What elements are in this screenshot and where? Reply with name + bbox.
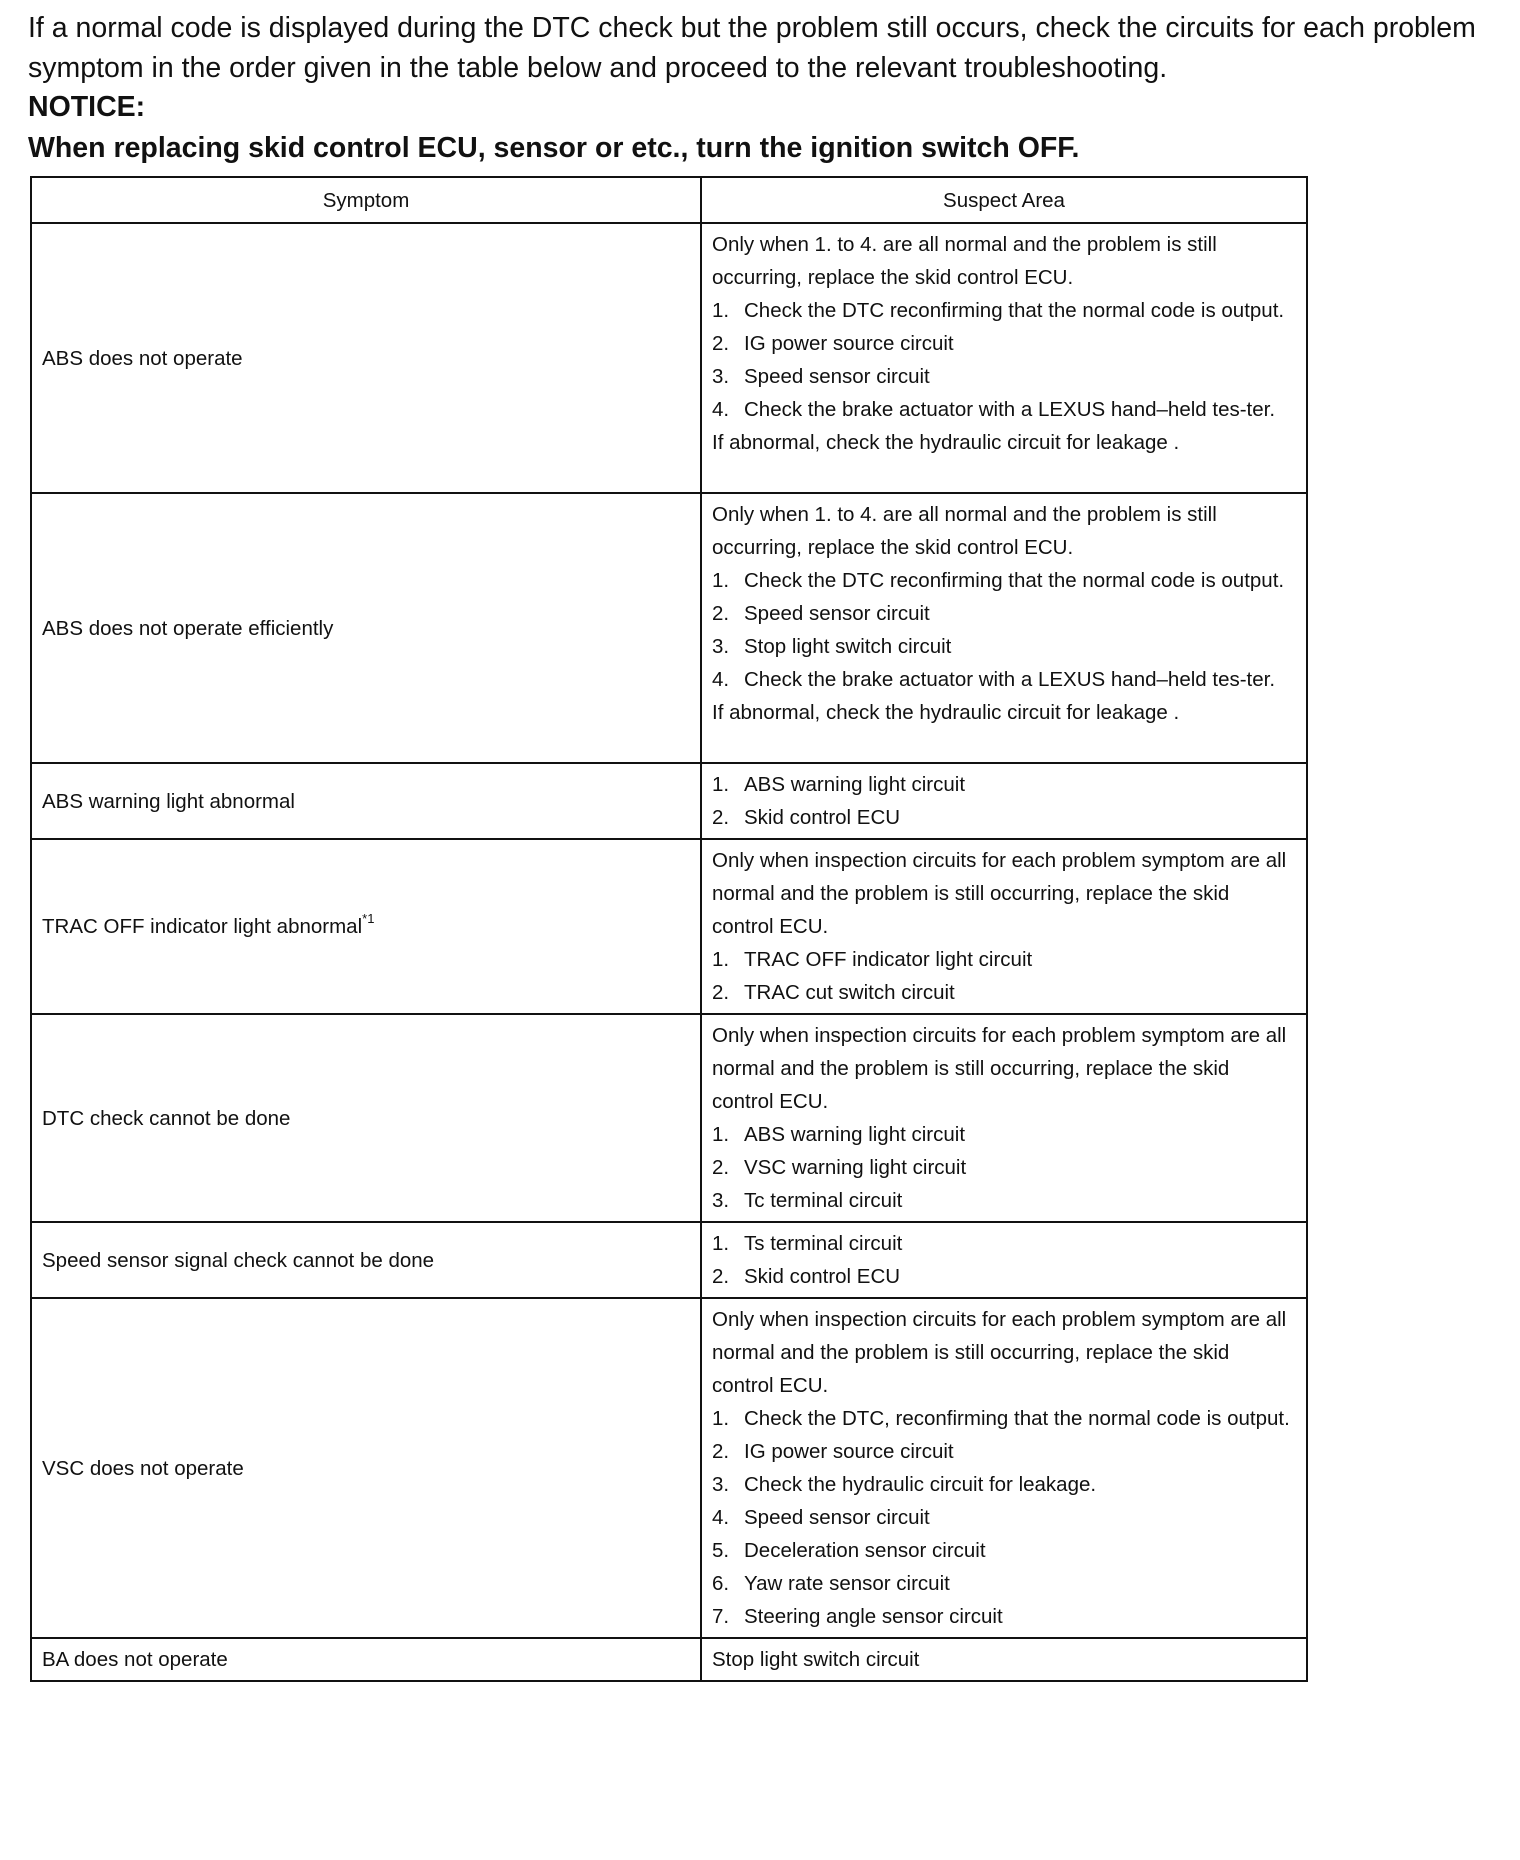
item-number: 4.	[712, 1506, 730, 1529]
item-number: 2.	[712, 332, 730, 355]
symptom-cell	[31, 223, 701, 493]
suspect-area-cell	[701, 1222, 1307, 1298]
item-number: 2.	[712, 1265, 730, 1288]
item-number: 2.	[712, 1156, 730, 1179]
symptom-cell	[31, 1638, 701, 1681]
item-text: ABS warning light circuit	[744, 773, 966, 796]
item-text: TRAC cut switch circuit	[744, 981, 955, 1004]
suspect-intro: Only when inspection circuits for each problem symptom are all normal and the problem is still occurring, replace the skid control ECU.	[712, 1308, 1287, 1397]
symptom-column-header: Symptom	[31, 177, 701, 223]
list-item	[712, 663, 1296, 696]
item-number: 3.	[712, 635, 730, 658]
list-item	[712, 1227, 1296, 1260]
item-text: Steering angle sensor circuit	[744, 1605, 1003, 1628]
item-number: 1.	[712, 1232, 730, 1255]
symptom-cell	[31, 1222, 701, 1298]
item-number: 1.	[712, 773, 730, 796]
symptom-text: TRAC OFF indicator light abnormal	[42, 915, 363, 938]
suspect-area-cell	[701, 763, 1307, 839]
item-number: 3.	[712, 1473, 730, 1496]
item-text: Stop light switch circuit	[744, 635, 952, 658]
item-number: 3.	[712, 365, 730, 388]
item-text: TRAC OFF indicator light circuit	[744, 948, 1033, 971]
item-number: 2.	[712, 806, 730, 829]
table-row	[31, 1298, 1307, 1638]
item-text: Check the DTC, reconfirming that the normal code is output.	[744, 1407, 1290, 1430]
item-number: 1.	[712, 1407, 730, 1430]
symptom-text: VSC does not operate	[42, 1456, 244, 1480]
suspect-area-cell	[701, 839, 1307, 1014]
item-number: 7.	[712, 1605, 730, 1628]
list-item	[712, 1501, 1296, 1534]
item-text: Speed sensor circuit	[744, 1506, 930, 1529]
list-item	[712, 393, 1296, 426]
list-item	[712, 1260, 1296, 1293]
symptom-cell	[31, 1014, 701, 1222]
list-item	[712, 801, 1296, 834]
symptom-text: ABS does not operate efficiently	[42, 616, 334, 640]
suspect-intro: Only when 1. to 4. are all normal and the problem is still occurring, replace the skid control ECU.	[712, 233, 1217, 289]
symptom-cell	[31, 763, 701, 839]
list-item	[712, 1468, 1296, 1501]
list-item	[712, 1151, 1296, 1184]
list-item	[712, 976, 1296, 1009]
suspect-area-cell	[701, 223, 1307, 493]
item-text: Check the hydraulic circuit for leakage.	[744, 1473, 1097, 1496]
item-text: Skid control ECU	[744, 1265, 901, 1288]
suspect-area-cell	[701, 1638, 1307, 1681]
list-item	[712, 360, 1296, 393]
item-text: Ts terminal circuit	[744, 1232, 903, 1255]
suspect-intro: Only when inspection circuits for each problem symptom are all normal and the problem is still occurring, replace the skid control ECU.	[712, 1024, 1287, 1113]
suspect-area-column-header: Suspect Area	[701, 177, 1307, 223]
item-text: ABS warning light circuit	[744, 1123, 966, 1146]
symptom-cell	[31, 1298, 701, 1638]
list-item	[712, 1567, 1296, 1600]
table-row	[31, 493, 1307, 763]
table-header-row	[31, 177, 1307, 223]
suspect-intro: Stop light switch circuit	[712, 1648, 920, 1671]
item-text: Yaw rate sensor circuit	[744, 1572, 950, 1595]
suspect-intro: Only when inspection circuits for each problem symptom are all normal and the problem is still occurring, replace the skid control ECU.	[712, 849, 1287, 938]
list-item	[712, 1184, 1296, 1217]
suspect-outro: If abnormal, check the hydraulic circuit for leakage .	[712, 431, 1180, 454]
item-text: VSC warning light circuit	[744, 1156, 967, 1179]
suspect-area-cell	[701, 1298, 1307, 1638]
table-row	[31, 839, 1307, 1014]
item-text: Check the DTC reconfirming that the normal code is output.	[744, 569, 1285, 592]
item-number: 1.	[712, 1123, 730, 1146]
table-row	[31, 1222, 1307, 1298]
symptom-text: BA does not operate	[42, 1648, 228, 1671]
list-item	[712, 294, 1296, 327]
item-number: 1.	[712, 299, 730, 322]
list-item	[712, 327, 1296, 360]
list-item	[712, 1435, 1296, 1468]
item-text: Check the brake actuator with a LEXUS hand–held tes-ter.	[744, 668, 1276, 691]
item-number: 1.	[712, 569, 730, 592]
suspect-area-cell	[701, 493, 1307, 763]
notice-text: When replacing skid control ECU, sensor or etc., turn the ignition switch OFF.	[28, 132, 1080, 164]
item-text: Skid control ECU	[744, 806, 901, 829]
item-number: 4.	[712, 398, 730, 421]
item-number: 4.	[712, 668, 730, 691]
item-text: Tc terminal circuit	[744, 1189, 903, 1212]
symptom-cell	[31, 493, 701, 763]
list-item	[712, 597, 1296, 630]
intro-paragraph: If a normal code is displayed during the DTC check but the problem still occurs, check the circuits for each problem symptom in the order given in the table below and proceed to the relevant troubleshooting.	[28, 12, 1476, 84]
item-text: Speed sensor circuit	[744, 602, 930, 625]
suspect-outro: If abnormal, check the hydraulic circuit for leakage .	[712, 701, 1180, 724]
item-number: 1.	[712, 948, 730, 971]
notice-label: NOTICE:	[28, 91, 146, 123]
symptom-text: DTC check cannot be done	[42, 1106, 291, 1130]
item-text: Check the DTC reconfirming that the normal code is output.	[744, 299, 1285, 322]
list-item	[712, 630, 1296, 663]
symptom-text: Speed sensor signal check cannot be done	[42, 1248, 435, 1272]
item-text: Deceleration sensor circuit	[744, 1539, 986, 1562]
list-item	[712, 1600, 1296, 1633]
symptom-cell	[31, 839, 701, 1014]
item-number: 3.	[712, 1189, 730, 1212]
item-number: 5.	[712, 1539, 730, 1562]
item-text: IG power source circuit	[744, 1440, 954, 1463]
item-number: 2.	[712, 1440, 730, 1463]
problem-symptoms-table	[30, 176, 1308, 1682]
item-text: Speed sensor circuit	[744, 365, 930, 388]
suspect-area-cell	[701, 1014, 1307, 1222]
item-number: 2.	[712, 602, 730, 625]
list-item	[712, 768, 1296, 801]
item-number: 6.	[712, 1572, 730, 1595]
symptom-text: ABS does not operate	[42, 346, 243, 370]
symptom-text: ABS warning light abnormal	[42, 789, 295, 813]
item-text: Check the brake actuator with a LEXUS hand–held tes-ter.	[744, 398, 1276, 421]
list-item	[712, 943, 1296, 976]
item-number: 2.	[712, 981, 730, 1004]
table-row	[31, 1014, 1307, 1222]
table-row	[31, 223, 1307, 493]
item-text: IG power source circuit	[744, 332, 954, 355]
list-item	[712, 1118, 1296, 1151]
table-row	[31, 763, 1307, 839]
list-item	[712, 1402, 1296, 1435]
list-item	[712, 564, 1296, 597]
footnote-marker: *1	[362, 911, 375, 927]
list-item	[712, 1534, 1296, 1567]
table-row	[31, 1638, 1307, 1681]
suspect-intro: Only when 1. to 4. are all normal and the problem is still occurring, replace the skid control ECU.	[712, 503, 1217, 559]
